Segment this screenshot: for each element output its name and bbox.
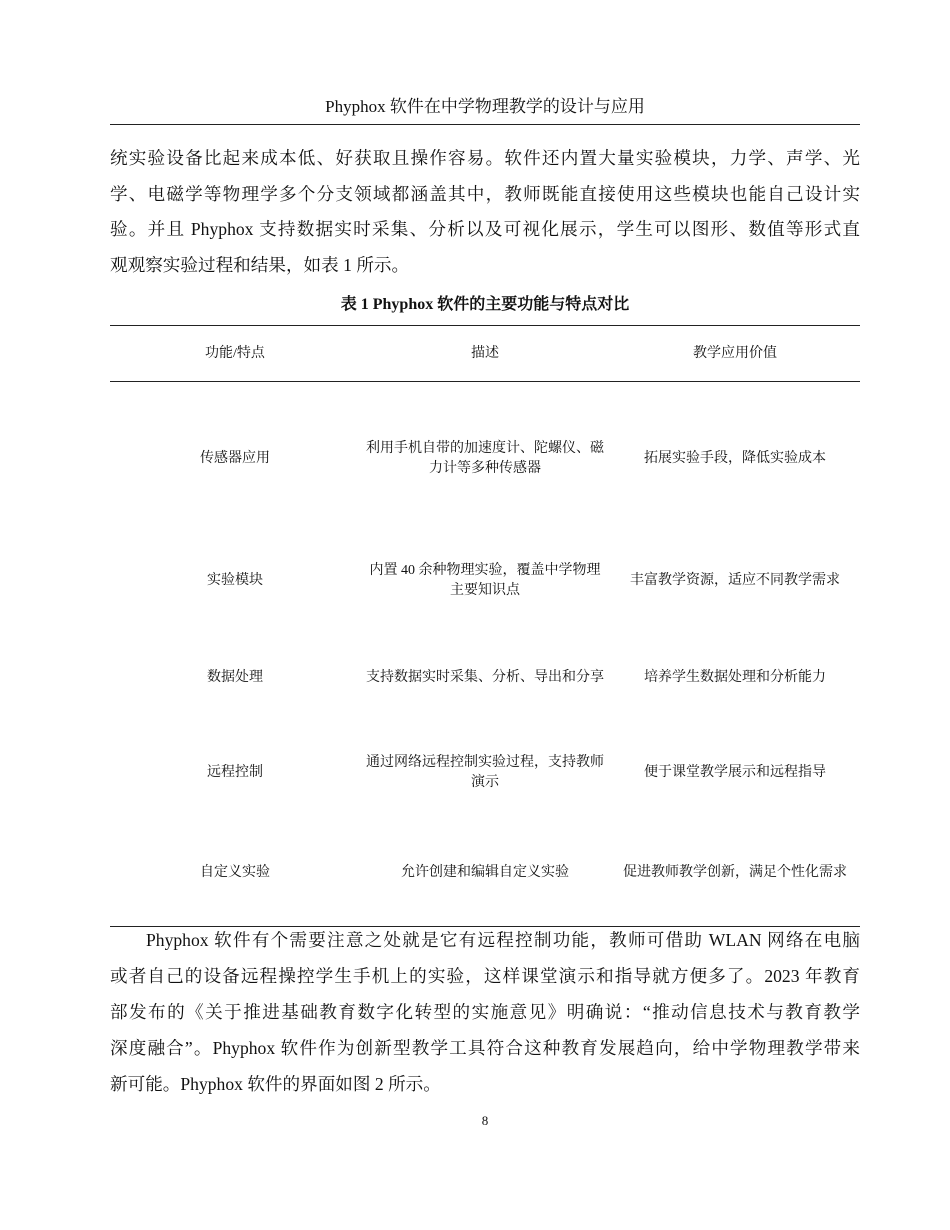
cell-feature: 数据处理 <box>207 670 263 685</box>
cell-description: 允许创建和编辑自定义实验 <box>401 865 569 880</box>
table-header-feature: 功能/特点 <box>205 346 265 361</box>
cell-description: 内置 40 余种物理实验，覆盖中学物理主要知识点 <box>369 563 601 598</box>
table-caption: 表 1 Phyphox 软件的主要功能与特点对比 <box>340 296 630 313</box>
text-line: 深度融合”。Phyphox 软件作为创新型教学工具符合这种教育发展趋向，给中学物理教学带来 <box>110 1038 860 1058</box>
table-header-value: 教学应用价值 <box>693 346 777 361</box>
text-line: 或者自己的设备远程操控学生手机上的实验，这样课堂演示和指导就方便多了。2023 年教育 <box>110 966 860 986</box>
text-line: 新可能。Phyphox 软件的界面如图 2 所示。 <box>110 1074 441 1094</box>
cell-feature: 远程控制 <box>207 765 263 780</box>
text-line: 观观察实验过程和结果，如表 1 所示。 <box>110 255 410 275</box>
page-number: 8 <box>481 1113 489 1128</box>
cell-feature: 自定义实验 <box>200 865 270 880</box>
text-line: 统实验设备比起来成本低、好获取且操作容易。软件还内置大量实验模块，力学、声学、光 <box>110 148 860 168</box>
text-line: 学、电磁学等物理学多个分支领域都涵盖其中，教师既能直接使用这些模块也能自己设计实 <box>110 184 860 204</box>
text-line: Phyphox 软件有个需要注意之处就是它有远程控制功能，教师可借助 WLAN 网络在电脑 <box>146 930 860 950</box>
table-header-rule <box>110 381 860 382</box>
cell-feature: 传感器应用 <box>200 451 270 466</box>
cell-description: 支持数据实时采集、分析、导出和分享 <box>366 670 604 685</box>
cell-value: 便于课堂教学展示和远程指导 <box>644 765 826 780</box>
cell-value: 丰富教学资源，适应不同教学需求 <box>630 573 840 588</box>
cell-feature: 实验模块 <box>207 573 263 588</box>
header-rule <box>110 124 860 125</box>
text-line: 验。并且 Phyphox 支持数据实时采集、分析以及可视化展示，学生可以图形、数值等形式直 <box>110 219 860 239</box>
table-top-rule <box>110 325 860 326</box>
cell-value: 促进教师教学创新，满足个性化需求 <box>623 865 847 880</box>
cell-description: 通过网络远程控制实验过程，支持教师演示 <box>366 755 604 790</box>
table-header-description: 描述 <box>471 346 499 361</box>
cell-value: 培养学生数据处理和分析能力 <box>644 670 826 685</box>
text-line: 部发布的《关于推进基础教育数字化转型的实施意见》明确说：“推动信息技术与教育教学 <box>110 1002 860 1022</box>
cell-description: 利用手机自带的加速度计、陀螺仪、磁力计等多种传感器 <box>366 441 604 476</box>
table-bottom-rule <box>110 926 860 927</box>
running-header: Phyphox 软件在中学物理教学的设计与应用 <box>325 97 645 116</box>
cell-value: 拓展实验手段，降低实验成本 <box>644 451 826 466</box>
